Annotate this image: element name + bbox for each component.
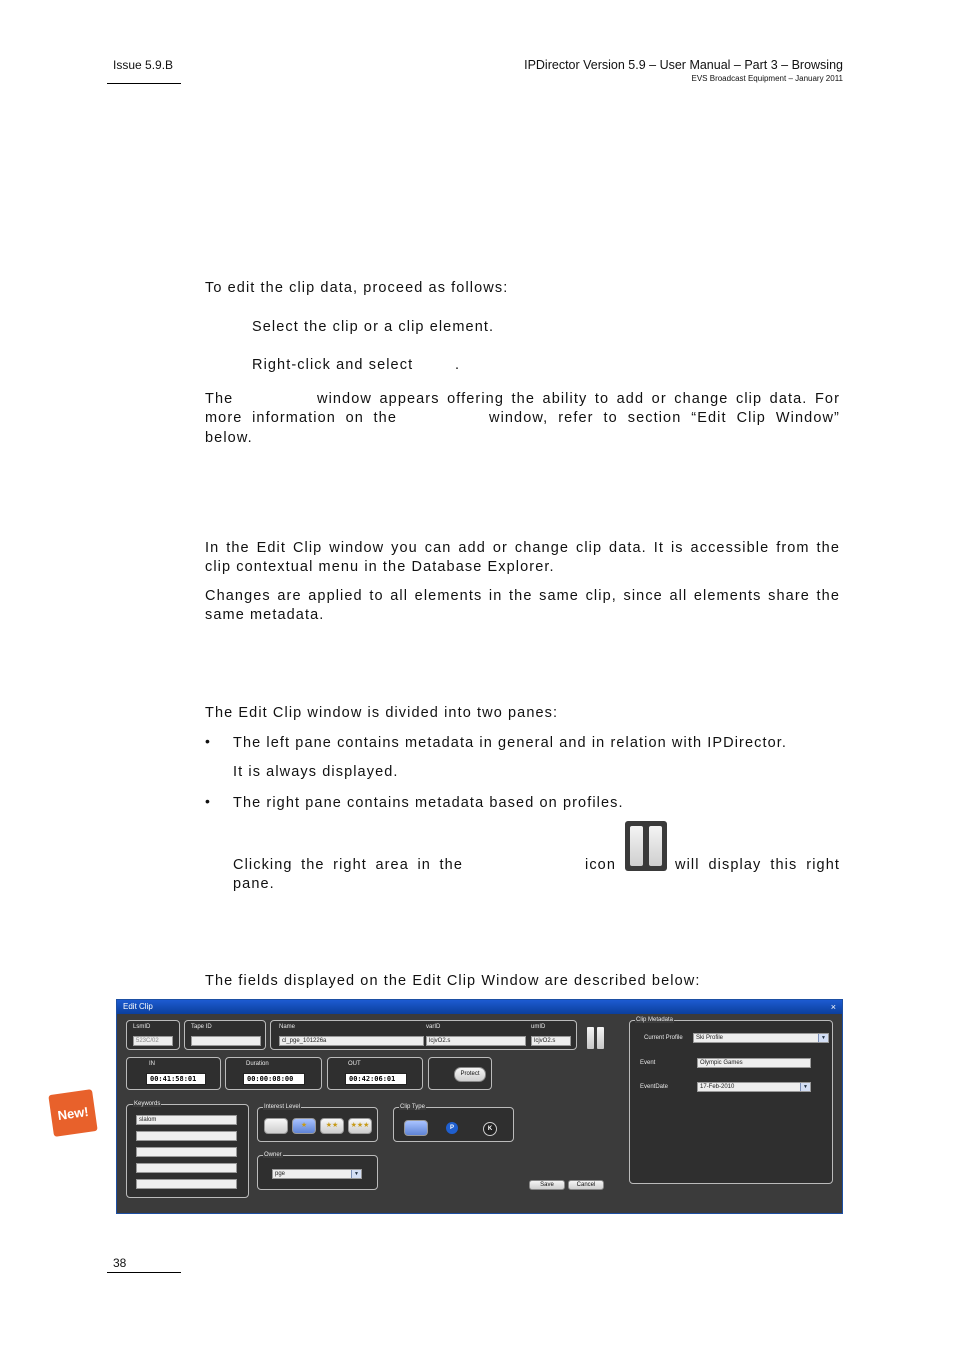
keyword-field[interactable] (136, 1131, 237, 1141)
out-timecode[interactable]: 00:42:06:01 (345, 1073, 407, 1085)
footer-rule (107, 1272, 181, 1273)
umid-label: umID (531, 1024, 546, 1030)
keyword-field[interactable]: slalom (136, 1115, 237, 1125)
event-label: Event (640, 1060, 656, 1066)
lsmid-group (126, 1020, 180, 1050)
clip-type-label: Clip Type (400, 1104, 425, 1110)
protect-button[interactable]: Protect (454, 1067, 486, 1082)
tapeid-label: Tape ID (191, 1024, 212, 1030)
interest-level-0-button[interactable] (264, 1118, 288, 1134)
document-subtitle: EVS Broadcast Equipment – January 2011 (691, 74, 843, 83)
keyword-field[interactable] (136, 1163, 237, 1173)
interest-level-label: Interest Level (264, 1104, 301, 1110)
step-1: Select the clip or a clip element. (252, 319, 495, 335)
click-text-b: icon (585, 857, 616, 873)
issue-label: Issue 5.9.B (113, 58, 174, 72)
fields-intro: The fields displayed on the Edit Clip Window are described below: (205, 973, 701, 989)
para1-word: The (205, 391, 234, 407)
bullet-1: The left pane contains metadata in general and in relation with IPDirector. (233, 735, 788, 751)
intro-text: To edit the clip data, proceed as follows: (205, 280, 509, 296)
in-label: IN (149, 1061, 155, 1067)
para3-line1: Changes are applied to all elements in the same clip, since all elements share the (205, 588, 840, 604)
edit-clip-window (116, 999, 843, 1214)
name-label: Name (279, 1024, 296, 1030)
keyword-field[interactable] (136, 1147, 237, 1157)
bullet-2: The right pane contains metadata based on profiles. (233, 795, 624, 811)
lsmid-field[interactable]: 523C/02 (133, 1036, 173, 1046)
duration-group (225, 1057, 322, 1090)
current-profile-value: Ski Profile (696, 1035, 724, 1041)
out-label: OUT (348, 1061, 361, 1067)
current-profile-dropdown[interactable] (693, 1033, 829, 1043)
eventdate-dropdown[interactable] (697, 1082, 811, 1092)
new-badge: New! (48, 1089, 97, 1137)
chevron-down-icon: ▼ (818, 1034, 828, 1042)
interest-level-2-button[interactable]: ★★ (320, 1118, 344, 1134)
varid-field[interactable]: lcjvO2.s (426, 1036, 526, 1046)
in-group (126, 1057, 221, 1090)
save-button[interactable]: Save (529, 1180, 565, 1190)
para1-line2b: window, refer to section “Edit Clip Window” (489, 410, 840, 426)
step-2: Right-click and select (252, 357, 414, 373)
chevron-down-icon: ▼ (351, 1170, 361, 1178)
clip-type-k-icon[interactable]: K (483, 1122, 497, 1136)
interest-level-3-button[interactable]: ★★★ (348, 1118, 372, 1134)
bullet-1-cont: It is always displayed. (233, 764, 399, 780)
para1-line3: below. (205, 430, 253, 446)
event-field[interactable]: Olympic Games (697, 1058, 811, 1068)
para1-line2a: more information on the (205, 410, 397, 426)
tapeid-group (184, 1020, 266, 1050)
pane-toggle-icon (625, 821, 667, 871)
keyword-field[interactable] (136, 1179, 237, 1189)
cancel-button[interactable]: Cancel (568, 1180, 604, 1190)
tapeid-field[interactable] (191, 1036, 261, 1046)
duration-timecode[interactable]: 00:00:08:00 (243, 1073, 305, 1085)
owner-group (257, 1152, 378, 1190)
header-rule (107, 83, 181, 84)
umid-field[interactable]: lcjvO2.s (531, 1036, 571, 1046)
owner-value: pge (275, 1171, 286, 1177)
panes-intro: The Edit Clip window is divided into two panes: (205, 705, 559, 721)
name-field[interactable]: cl_pge_101226a (279, 1036, 424, 1046)
para1-line1: window appears offering the ability to add or change clip data. For (317, 391, 840, 407)
lsmid-label: LsmID (133, 1024, 151, 1030)
keywords-label: Keywords (134, 1101, 161, 1107)
name-group (270, 1020, 577, 1050)
page-number: 38 (113, 1256, 127, 1270)
in-timecode[interactable]: 00:41:58:01 (146, 1073, 206, 1085)
bullet-dot-1: • (205, 733, 210, 749)
para3-line2: same metadata. (205, 607, 325, 623)
pane-toggle-button[interactable] (586, 1027, 606, 1049)
click-text-a: Clicking the right area in the (233, 857, 463, 873)
chevron-down-icon: ▼ (800, 1083, 810, 1091)
eventdate-label: EventDate (640, 1084, 669, 1090)
clip-type-group (393, 1104, 514, 1142)
clip-type-normal-button[interactable] (404, 1120, 428, 1136)
owner-dropdown[interactable] (272, 1169, 362, 1179)
owner-label: Owner (264, 1152, 282, 1158)
clip-metadata-group (629, 1017, 833, 1184)
step-2-period: . (455, 357, 461, 373)
window-title: Edit Clip (117, 1000, 842, 1014)
para2-line1: In the Edit Clip window you can add or change clip data. It is accessible from the (205, 540, 840, 556)
click-text-d: pane. (233, 876, 275, 892)
keywords-group (126, 1101, 249, 1198)
varid-label: varID (426, 1024, 441, 1030)
duration-label: Duration (246, 1061, 269, 1067)
out-group (327, 1057, 423, 1090)
eventdate-value: 17-Feb-2010 (700, 1084, 735, 1090)
clip-metadata-label: Clip Metadata (636, 1017, 674, 1023)
close-icon[interactable]: × (830, 1002, 836, 1012)
clip-type-p-icon[interactable]: P (446, 1122, 458, 1134)
click-text-c: will display this right (675, 857, 840, 873)
interest-level-group (257, 1104, 378, 1142)
para2-line2: clip contextual menu in the Database Explorer. (205, 559, 555, 575)
current-profile-label: Current Profile (644, 1035, 683, 1041)
document-title: IPDirector Version 5.9 – User Manual – Part 3 – Browsing (524, 58, 843, 72)
protect-group (428, 1057, 492, 1090)
bullet-dot-2: • (205, 793, 210, 809)
interest-level-1-button[interactable]: ★ (292, 1118, 316, 1134)
